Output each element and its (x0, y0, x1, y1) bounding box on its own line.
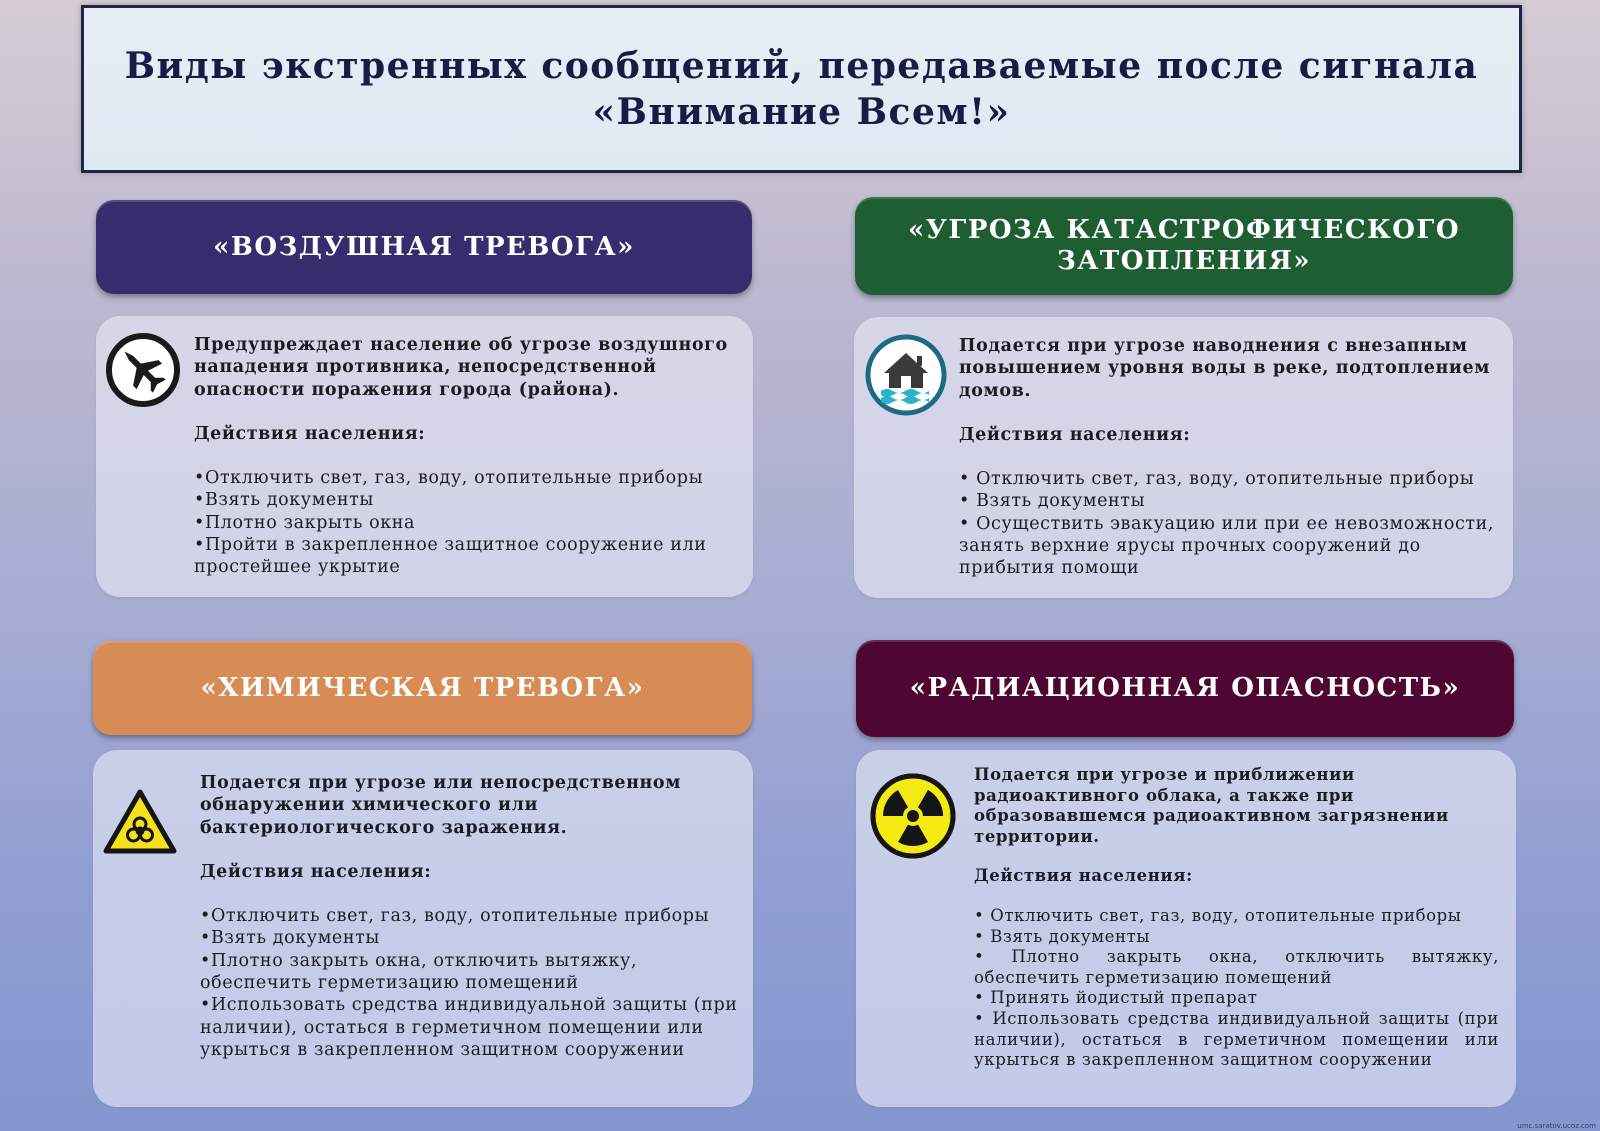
page-title (125, 43, 1479, 135)
radiation-danger-text (974, 765, 1499, 1071)
list-item: • Взять документы (974, 927, 1499, 948)
radiation-icon (870, 773, 956, 859)
list-item: • Отключить свет, газ, воду, отопительные приборы (974, 906, 1499, 927)
source-watermark: umc.saratov.ucoz.com (1517, 1122, 1596, 1130)
air-raid-header (96, 200, 752, 294)
flooded-house-icon (864, 333, 948, 417)
flood-title-line1: «УГРОЗА КАТАСТРОФИЧЕСКОГО (908, 215, 1460, 245)
radiation-danger-title: «РАДИАЦИОННАЯ ОПАСНОСТЬ» (909, 673, 1461, 703)
list-item: • Использовать средства индивидуальной защиты (при наличии), остаться в герметичном помещении или укрыться в закрепленном защитном сооружении (974, 1009, 1499, 1071)
chemical-alarm-header (93, 641, 752, 735)
air-raid-text (194, 334, 734, 579)
radiation-danger-card (856, 750, 1516, 1107)
flood-title (908, 215, 1460, 277)
biohazard-warning-icon (103, 789, 177, 855)
chemical-alarm-text (200, 772, 745, 1061)
list-item: • Взять документы (200, 927, 745, 949)
radiation-danger-actions-list (974, 906, 1499, 1071)
list-item: • Использовать средства индивидуальной защиты (при наличии), остаться в герметичном помещении или укрыться в закрепленном защитном сооружении (200, 994, 745, 1061)
list-item: • Пройти в закрепленное защитное сооружение или простейшее укрытие (194, 534, 734, 579)
list-item: • Осуществить эвакуацию или при ее невозможности, занять верхние ярусы прочных сооружений до прибытия помощи (959, 513, 1499, 580)
radiation-danger-description: Подается при угрозе и приближении радиоактивного облака, а также при образовавшемся радиоактивном загрязнении территории. (974, 765, 1449, 846)
list-item: • Принять йодистый препарат (974, 988, 1499, 1009)
chemical-alarm-actions-list (200, 905, 745, 1061)
chemical-alarm-description: Подается при угрозе или непосредственном обнаружении химического или бактериологического заражения. (200, 773, 681, 838)
flood-actions-label: Действия населения: (959, 424, 1191, 445)
list-item: • Отключить свет, газ, воду, отопительные приборы (200, 905, 745, 927)
flood-actions-list (959, 468, 1499, 579)
flood-card (854, 317, 1513, 598)
chemical-alarm-title: «ХИМИЧЕСКАЯ ТРЕВОГА» (200, 672, 645, 703)
air-raid-actions-label: Действия населения: (194, 423, 426, 444)
list-item: • Взять документы (194, 489, 734, 511)
list-item: • Отключить свет, газ, воду, отопительные приборы (959, 468, 1499, 490)
list-item: • Плотно закрыть окна (194, 512, 734, 534)
flood-header (855, 197, 1513, 295)
radiation-danger-actions-label: Действия населения: (974, 866, 1193, 886)
title-banner (81, 5, 1522, 173)
flood-description: Подается при угрозе наводнения с внезапным повышением уровня воды в реке, подтоплением домов. (959, 336, 1491, 401)
flood-title-line2: ЗАТОПЛЕНИЯ» (1056, 246, 1312, 276)
list-item: • Отключить свет, газ, воду, отопительные приборы (194, 467, 734, 489)
flood-text (959, 335, 1499, 580)
page-title-line2: «Внимание Всем!» (592, 91, 1011, 133)
chemical-alarm-card (93, 750, 753, 1107)
list-item: • Плотно закрыть окна, отключить вытяжку, обеспечить герметизацию помещений (974, 947, 1499, 988)
radiation-danger-header (856, 640, 1514, 737)
air-raid-title: «ВОЗДУШНАЯ ТРЕВОГА» (213, 231, 635, 262)
air-raid-card (96, 316, 753, 597)
air-raid-actions-list (194, 467, 734, 578)
chemical-alarm-actions-label: Действия населения: (200, 861, 432, 882)
list-item: • Взять документы (959, 490, 1499, 512)
page-title-line1: Виды экстренных сообщений, передаваемые после сигнала (124, 45, 1479, 87)
list-item: • Плотно закрыть окна, отключить вытяжку, обеспечить герметизацию помещений (200, 950, 745, 995)
air-raid-description: Предупреждает население об угрозе воздушного нападения противника, непосредственной опасности поражения города (района). (194, 335, 728, 400)
fighter-jet-icon (105, 332, 181, 408)
